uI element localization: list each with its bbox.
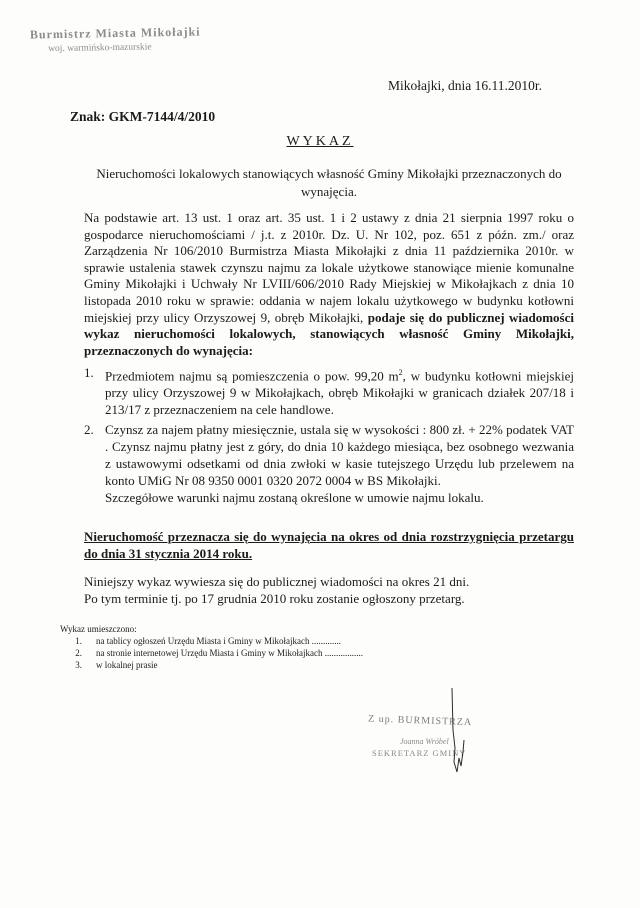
list-item: [84, 421, 574, 506]
posting-info: [84, 573, 574, 607]
date-line: Mikołajki, dnia 16.11.2010r.: [388, 78, 542, 93]
list-item: [60, 659, 363, 671]
list-item: [60, 635, 363, 647]
location-text: na tablicy ogłoszeń Urzędu Miasta i Gminy w Mikołajkach .............: [96, 636, 341, 646]
item-text: [105, 364, 574, 418]
rent-conditions-note: Szczegółowe warunki najmu zostaną określone w umowie najmu lokalu.: [105, 490, 484, 505]
document-title: WYKAZ: [286, 134, 354, 149]
intro-paragraph: [84, 210, 574, 359]
item-text-before: Przedmiotem najmu są pomieszczenia o pow. 99,20 m: [105, 368, 399, 384]
location-number: 1.: [75, 636, 82, 646]
signatory-name: Joanna Wróbel: [400, 737, 449, 746]
stamp-office-name: Burmistrz Miasta Mikołajki: [29, 24, 201, 42]
signature-authority-text: Z up. BURMISTRZA: [367, 713, 473, 729]
reference-number: Znak: GKM-7144/4/2010: [70, 109, 216, 124]
posting-locations: [60, 623, 363, 671]
location-number: 2.: [75, 648, 82, 658]
location-text: w lokalnej prasie: [96, 660, 158, 670]
location-number: 3.: [75, 660, 82, 670]
office-stamp: [30, 25, 201, 55]
stamp-region: woj. warmińsko-mazurskie: [48, 42, 152, 55]
list-item: [60, 647, 363, 659]
posting-locations-heading: Wykaz umieszczono:: [60, 624, 137, 634]
lease-period-note: Nieruchomość przeznacza się do wynajęcia na okres od dnia rozstrzygnięcia przetargu do dnia 31 stycznia 2014 roku.: [84, 529, 574, 561]
item-text-after: , w budynku kotłowni miejskiej przy ulicy Orzyszowej 9 w Mikołajkach, obręb Mikołajki w granicach działek 207/18 i 213/17 z przeznaczeniem na cele handlowe.: [105, 368, 574, 418]
signature-stamp: [360, 688, 530, 776]
area-superscript: 2: [398, 368, 403, 377]
intro-text: Na podstawie art. 13 ust. 1 oraz art. 35 ust. 1 i 2 ustawy z dnia 21 sierpnia 1997 roku o gospodarce nieruchomościami / j.t. z 2010r. Dz. U. Nr 102, poz. 651 z późn. zm./ oraz Zarządzenia Nr 106/2010 Burmistrza Miasta Mikołajki z dnia 11 października 2010r. w sprawie ustalenia stawek czynszu najmu za lokale użytkowe stanowiące mienie komunalne Gminy Mikołajki i Uchwały Nr LVIII/606/2010 Rady Miejskiej w Mikołajkach z dnia 10 listopada 2010 roku w sprawie: oddania w najem lokalu użytkowego w budynku kotłowni miejskiej przy ulicy Orzyszowej 9, obręb Mikołajki,: [84, 210, 574, 325]
handwritten-signature: [452, 688, 464, 772]
list-item: [84, 364, 574, 418]
tender-announcement: Po tym terminie tj. po 17 grudnia 2010 roku zostanie ogłoszony przetarg.: [84, 591, 465, 606]
item-text: [105, 421, 574, 506]
document-subtitle: Nieruchomości lokalowych stanowiących własność Gminy Mikołajki przeznaczonych do wynajęcia.: [96, 166, 562, 199]
location-text: na stronie internetowej Urzędu Miasta i Gminy w Mikołajkach .................: [96, 648, 363, 658]
signatory-title: SEKRETARZ GMINY: [372, 748, 467, 758]
item-number: 1.: [84, 365, 94, 380]
intro-bold-text: podaje się do publicznej wiadomości wykaz nieruchomości lokalowych, stanowiących własność Gminy Mikołajki, przeznaczonych do wynajęcia:: [84, 309, 574, 358]
posting-duration: Niniejszy wykaz wywiesza się do publicznej wiadomości na okres 21 dni.: [84, 574, 470, 589]
rent-terms: Czynsz za najem płatny miesięcznie, ustala się w wysokości : 800 zł. + 22% podatek VAT . Czynsz najmu płatny jest z góry, do dnia 10 każdego miesiąca, bez osobnego wezwania z ustawowymi odsetkami od dnia zwłoki w kasie tutejszego Urzędu lub przelewem na konto UMiG Nr 08 9350 0001 0320 2072 0004 w BS Mikołajki.: [105, 422, 574, 488]
item-number: 2.: [84, 422, 94, 437]
